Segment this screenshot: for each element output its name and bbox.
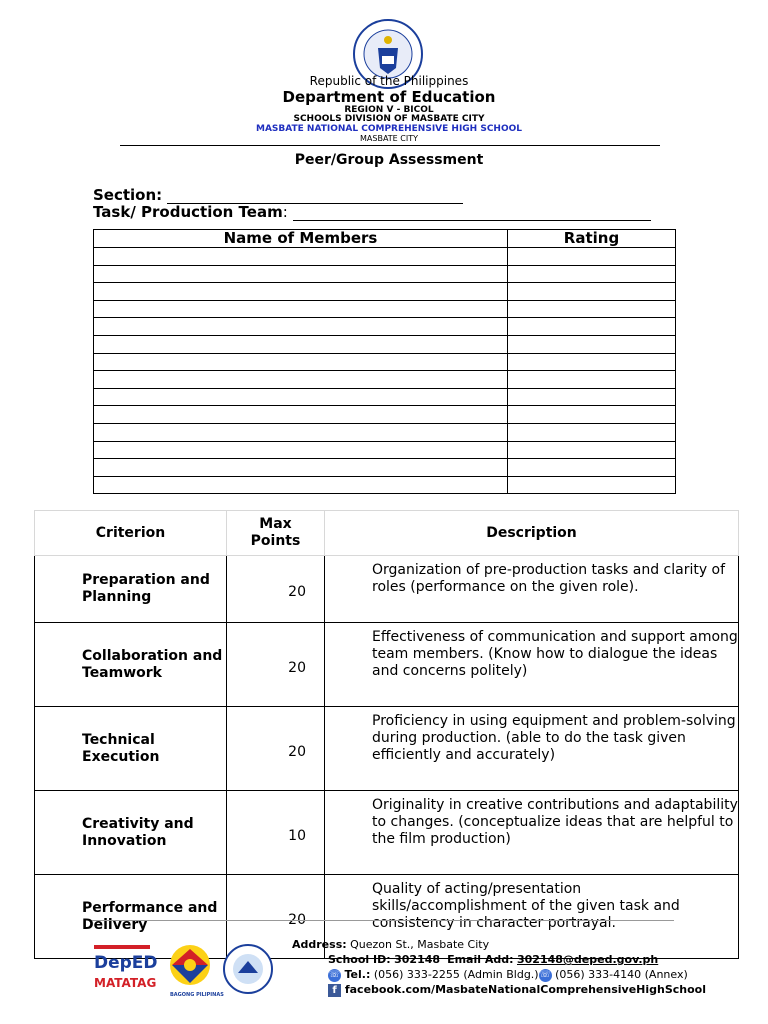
footer-address xyxy=(292,938,489,951)
section-blank-line[interactable] xyxy=(167,188,463,204)
points-cell: 20 xyxy=(227,556,325,623)
tel-annex: (056) 333-4140 (Annex) xyxy=(555,968,688,981)
footer-school-id xyxy=(328,953,658,966)
member-row xyxy=(94,300,676,318)
description-cell: Effectiveness of communication and support among team members. (Know how to dialogue the ideas and concerns politely) xyxy=(325,623,739,707)
member-name-cell[interactable] xyxy=(94,283,508,301)
member-rating-cell[interactable] xyxy=(508,353,676,371)
description-cell: Originality in creative contributions and adaptability to changes. (conceptualize ideas that are helpful to the film production) xyxy=(325,791,739,875)
deped-matatag-logo xyxy=(94,945,158,990)
member-row xyxy=(94,335,676,353)
deped-logo-text: DepED xyxy=(94,953,158,973)
criterion-cell: Creativity and Innovation xyxy=(35,791,227,875)
points-cell: 10 xyxy=(227,791,325,875)
criteria-row xyxy=(35,707,739,791)
members-header-name: Name of Members xyxy=(94,230,508,248)
member-rating-cell[interactable] xyxy=(508,459,676,477)
facebook-link[interactable]: facebook.com/MasbateNationalComprehensiveHighSchool xyxy=(344,983,707,996)
member-rating-cell[interactable] xyxy=(508,388,676,406)
section-field[interactable] xyxy=(93,186,463,204)
department-title: Department of Education xyxy=(282,88,496,106)
member-rating-cell[interactable] xyxy=(508,371,676,389)
member-rating-cell[interactable] xyxy=(508,335,676,353)
email-link[interactable]: 302148@deped.gov.ph xyxy=(517,953,659,966)
member-row xyxy=(94,406,676,424)
team-label: Task/ Production Team xyxy=(93,203,283,221)
email-label: Email Add: xyxy=(447,953,514,966)
points-cell: 20 xyxy=(227,707,325,791)
member-name-cell[interactable] xyxy=(94,406,508,424)
city-label: MASBATE CITY xyxy=(360,134,418,143)
footer-logos xyxy=(92,943,282,999)
phone-icon: ☏ xyxy=(328,969,341,980)
matatag-logo-text: MATATAG xyxy=(94,976,157,990)
member-rating-cell[interactable] xyxy=(508,265,676,283)
criteria-table xyxy=(34,510,739,959)
members-body xyxy=(94,248,676,494)
footer-facebook xyxy=(328,983,706,997)
team-field[interactable] xyxy=(93,203,651,221)
member-name-cell[interactable] xyxy=(94,441,508,459)
member-row xyxy=(94,283,676,301)
tel-admin: (056) 333-2255 (Admin Bldg.) xyxy=(373,968,539,981)
member-name-cell[interactable] xyxy=(94,371,508,389)
member-rating-cell[interactable] xyxy=(508,476,676,494)
member-name-cell[interactable] xyxy=(94,318,508,336)
member-name-cell[interactable] xyxy=(94,459,508,477)
member-name-cell[interactable] xyxy=(94,388,508,406)
region-label: REGION V - BICOL xyxy=(344,105,434,115)
member-row xyxy=(94,459,676,477)
member-row xyxy=(94,248,676,266)
header-divider xyxy=(120,145,660,146)
members-table xyxy=(93,229,676,494)
member-name-cell[interactable] xyxy=(94,353,508,371)
team-label-colon: : xyxy=(282,203,288,221)
member-name-cell[interactable] xyxy=(94,300,508,318)
member-name-cell[interactable] xyxy=(94,248,508,266)
criterion-cell: Preparation and Planning xyxy=(35,556,227,623)
criterion-cell: Technical Execution xyxy=(35,707,227,791)
criteria-header-criterion: Criterion xyxy=(35,511,227,556)
member-rating-cell[interactable] xyxy=(508,283,676,301)
bagong-logo-text: BAGONG PILIPINAS xyxy=(170,992,224,998)
points-cell: 20 xyxy=(227,875,325,959)
republic-label: Republic of the Philippines xyxy=(309,74,469,88)
footer-telephone xyxy=(328,968,688,982)
member-name-cell[interactable] xyxy=(94,423,508,441)
criterion-cell: Collaboration and Teamwork xyxy=(35,623,227,707)
criteria-header-max-points xyxy=(227,511,325,556)
members-header-rating: Rating xyxy=(508,230,676,248)
member-rating-cell[interactable] xyxy=(508,406,676,424)
member-row xyxy=(94,423,676,441)
criteria-header-description: Description xyxy=(325,511,739,556)
division-label: SCHOOLS DIVISION OF MASBATE CITY xyxy=(293,114,485,124)
bagong-pilipinas-logo xyxy=(170,945,224,998)
member-rating-cell[interactable] xyxy=(508,300,676,318)
member-rating-cell[interactable] xyxy=(508,318,676,336)
member-rating-cell[interactable] xyxy=(508,441,676,459)
criteria-row xyxy=(35,623,739,707)
max-label: Max xyxy=(259,516,292,532)
school-id-value: 302148 xyxy=(394,953,441,966)
points-cell: 20 xyxy=(227,623,325,707)
description-cell: Quality of acting/presentation skills/accomplishment of the given task and consistency in character portrayal. xyxy=(325,875,739,959)
member-row xyxy=(94,441,676,459)
member-rating-cell[interactable] xyxy=(508,248,676,266)
member-rating-cell[interactable] xyxy=(508,423,676,441)
form-title: Peer/Group Assessment xyxy=(294,152,484,168)
member-row xyxy=(94,353,676,371)
school-id-label: School ID: xyxy=(328,953,391,966)
member-row xyxy=(94,388,676,406)
member-name-cell[interactable] xyxy=(94,476,508,494)
address-label: Address: xyxy=(292,938,347,951)
criteria-row xyxy=(35,556,739,623)
member-name-cell[interactable] xyxy=(94,335,508,353)
description-cell: Organization of pre-production tasks and clarity of roles (performance on the given role). xyxy=(325,556,739,623)
member-name-cell[interactable] xyxy=(94,265,508,283)
member-row xyxy=(94,265,676,283)
school-seal-logo xyxy=(224,945,272,993)
member-row xyxy=(94,318,676,336)
address-value: Quezon St., Masbate City xyxy=(350,938,490,951)
criterion-cell: Performance and Delivery xyxy=(35,875,227,959)
criteria-row xyxy=(35,791,739,875)
member-row xyxy=(94,476,676,494)
section-label: Section: xyxy=(93,186,163,204)
member-row xyxy=(94,371,676,389)
description-cell: Proficiency in using equipment and problem-solving during production. (able to do the task given efficiently and accurately) xyxy=(325,707,739,791)
team-blank-line[interactable] xyxy=(293,205,651,221)
phone-icon: ☏ xyxy=(539,969,551,980)
points-label: Points xyxy=(250,533,301,549)
facebook-icon: f xyxy=(328,984,341,997)
tel-label: Tel.: xyxy=(344,968,371,981)
footer-divider xyxy=(92,920,674,921)
school-name: MASBATE NATIONAL COMPREHENSIVE HIGH SCHOOL xyxy=(255,124,523,134)
